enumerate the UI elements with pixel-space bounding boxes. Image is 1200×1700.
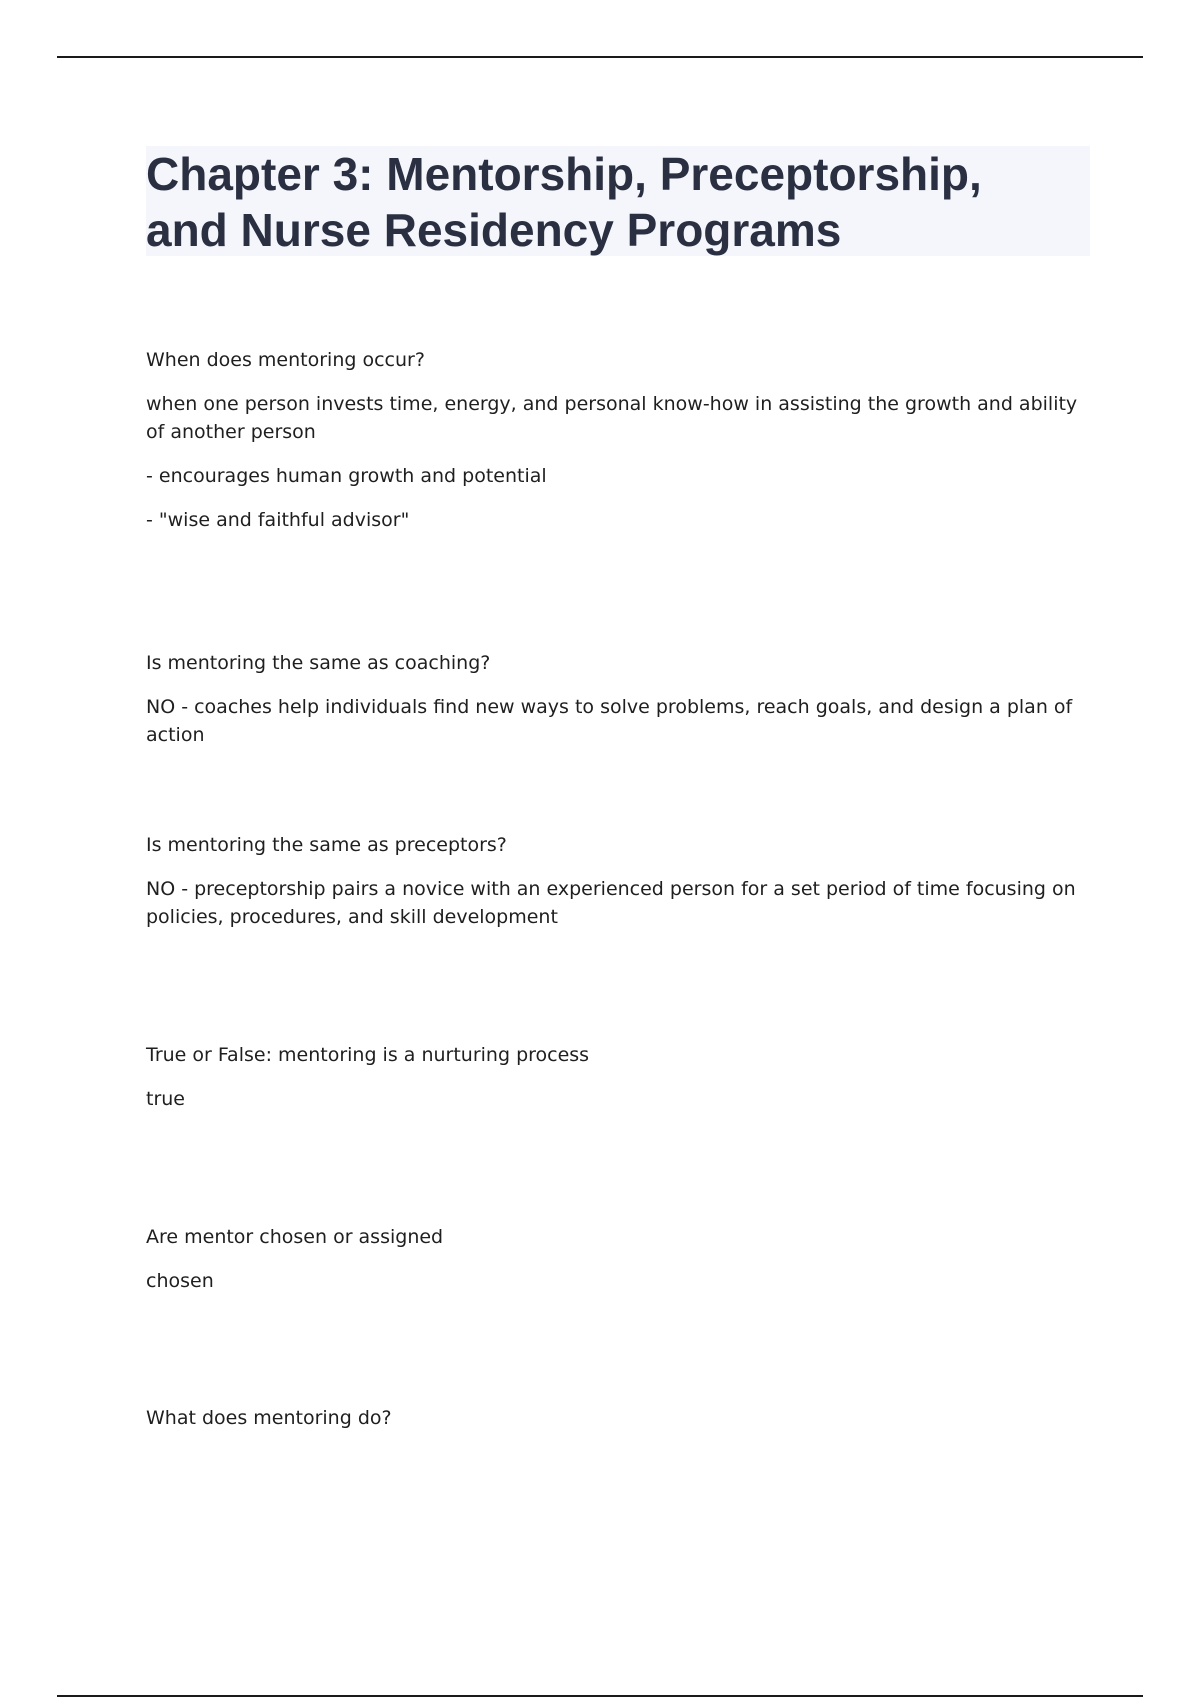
title-line-2: and Nurse Residency Programs [146, 204, 842, 256]
answer: true [146, 1088, 185, 1110]
qa-item-2 [146, 649, 1086, 749]
qa-item-3 [146, 831, 1086, 931]
qa-item-5 [146, 1223, 1086, 1295]
question: Is mentoring the same as preceptors? [146, 834, 507, 856]
qa-item-4 [146, 1041, 1086, 1113]
qa-item-1 [146, 346, 1086, 534]
title-line-1: Chapter 3: Mentorship, Preceptorship, [146, 148, 982, 200]
question: True or False: mentoring is a nurturing process [146, 1044, 590, 1066]
question: What does mentoring do? [146, 1407, 392, 1429]
answer: NO - preceptorship pairs a novice with an experienced person for a set period of time focusing on policies, procedures, and skill development [146, 878, 1076, 928]
question: When does mentoring occur? [146, 349, 425, 371]
page-title [146, 146, 1090, 258]
answer: chosen [146, 1270, 214, 1292]
question: Are mentor chosen or assigned [146, 1226, 444, 1248]
qa-item-6 [146, 1404, 1086, 1432]
answer: when one person invests time, energy, and personal know-how in assisting the growth and ability of another person [146, 393, 1078, 443]
top-rule [57, 56, 1143, 58]
answer-bullet: - "wise and faithful advisor" [146, 509, 410, 531]
bottom-rule [57, 1695, 1143, 1697]
answer: NO - coaches help individuals find new ways to solve problems, reach goals, and design a plan of action [146, 696, 1073, 746]
answer-bullet: - encourages human growth and potential [146, 465, 547, 487]
question: Is mentoring the same as coaching? [146, 652, 491, 674]
